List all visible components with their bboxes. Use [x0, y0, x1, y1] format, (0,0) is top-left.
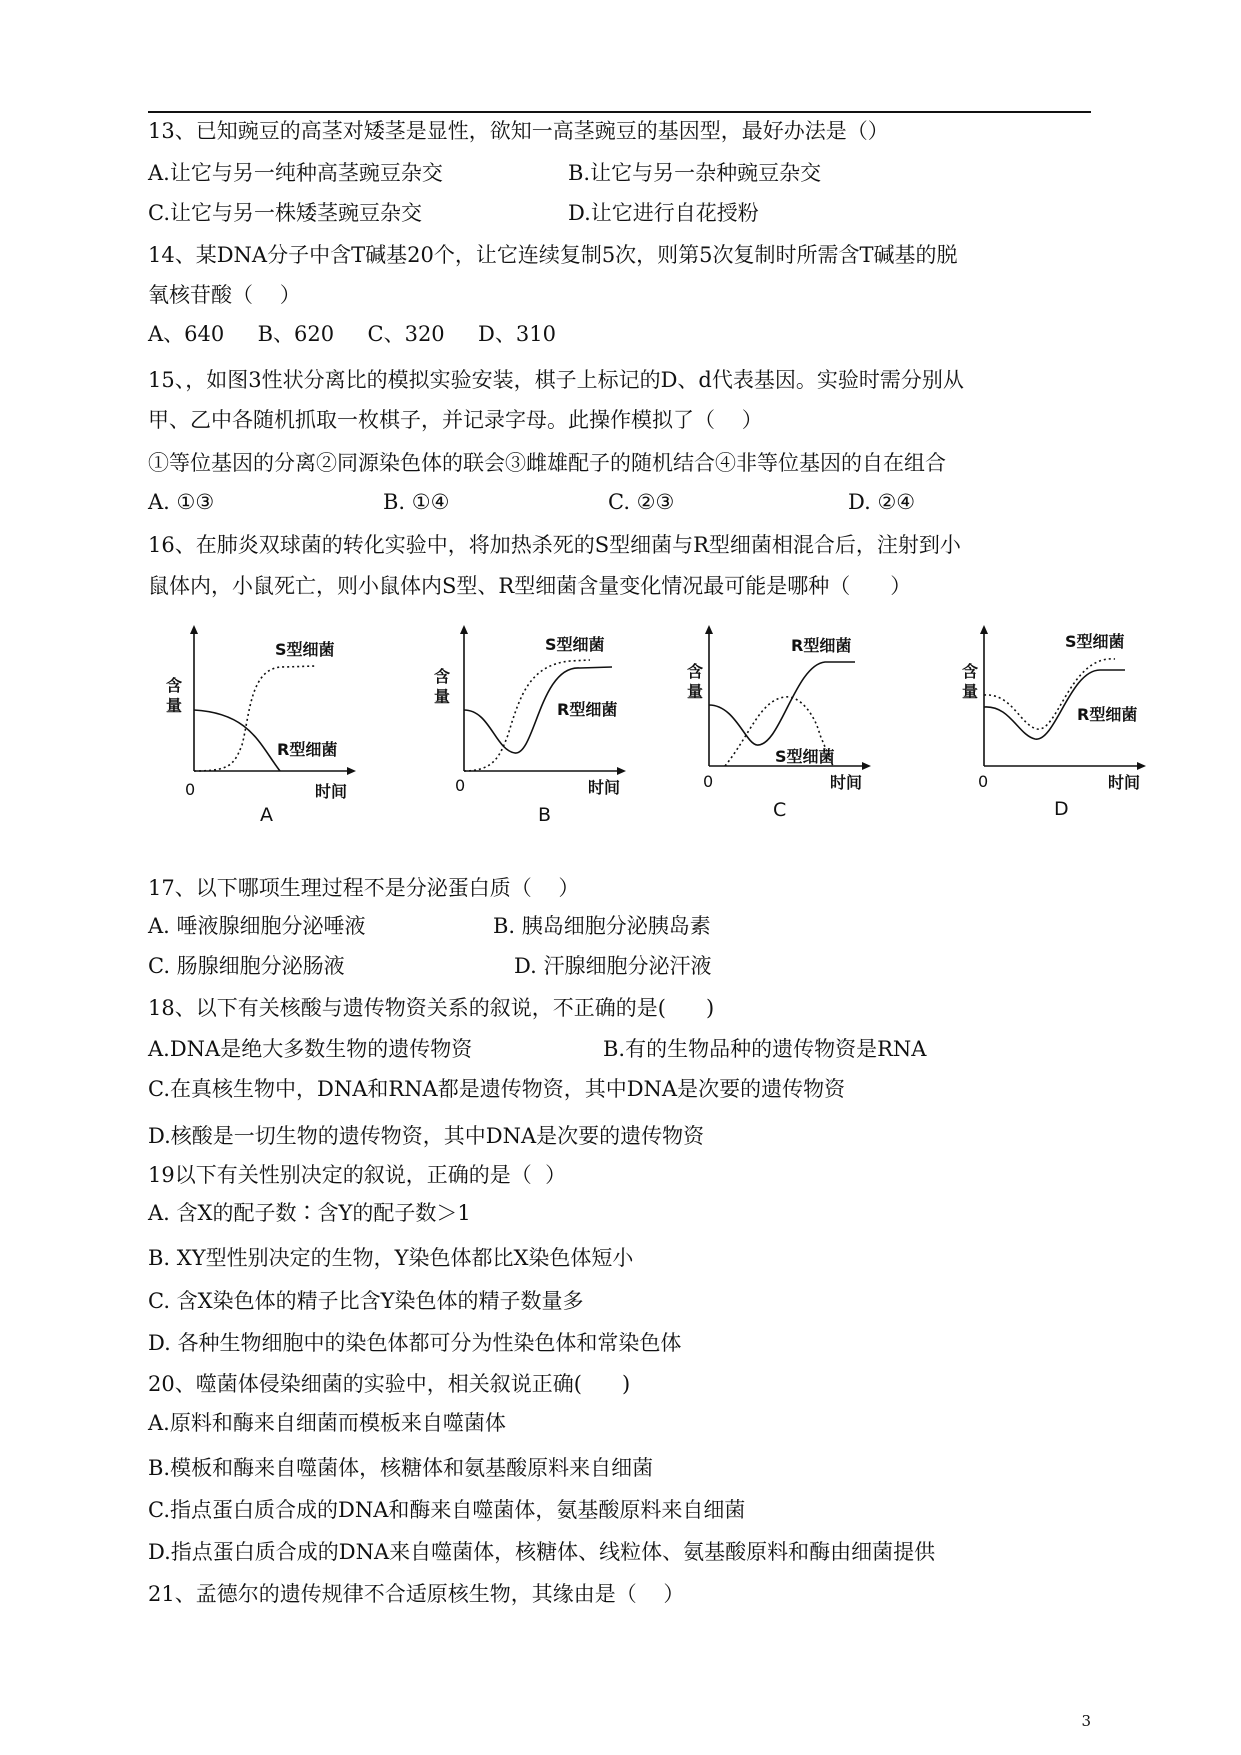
q15-stem-2: 甲、乙中各随机抓取一枚棋子，并记录字母。此操作模拟了（ ）: [148, 408, 763, 432]
q20-option-d: D.指点蛋白质合成的DNA来自噬菌体，核糖体、线粒体、氨基酸原料和酶由细菌提供: [148, 1540, 936, 1564]
q18-stem: 18、以下有关核酸与遗传物资关系的叙说，不正确的是( ): [148, 996, 715, 1020]
q18-option-c: C.在真核生物中，DNA和RNA都是遗传物资，其中DNA是次要的遗传物资: [148, 1077, 846, 1101]
graph-b-origin: 0: [455, 776, 466, 795]
q15-option-b: B. ①④: [383, 490, 450, 514]
q19-option-a: A. 含X的配子数∶含Y的配子数＞1: [148, 1201, 471, 1225]
graph-d-ylabel: [962, 662, 984, 701]
graph-c-xlabel: 时间: [830, 773, 863, 792]
q15-option-c: C. ②③: [608, 490, 675, 514]
q15-option-d: D. ②④: [848, 490, 916, 514]
graph-d-origin: 0: [978, 772, 989, 791]
graph-a-s-label: S型细菌: [275, 640, 335, 659]
q14-options: A、640 B、620 C、320 D、310: [148, 322, 556, 346]
graph-a-xlabel: 时间: [315, 782, 348, 801]
q13-option-c: C.让它与另一株矮茎豌豆杂交: [148, 201, 422, 225]
graph-c-r-label: R型细菌: [791, 636, 852, 655]
q18-option-a: A.DNA是绝大多数生物的遗传物资: [148, 1037, 473, 1061]
q16-stem-1: 16、在肺炎双球菌的转化实验中，将加热杀死的S型细菌与R型细菌相混合后，注射到小: [148, 533, 961, 557]
q17-stem: 17、以下哪项生理过程不是分泌蛋白质（ ）: [148, 876, 580, 900]
graph-a-r-label: R型细菌: [277, 740, 338, 759]
graph-b: [420, 625, 640, 829]
header-rule: [148, 111, 1091, 113]
graph-c-caption: C: [773, 799, 787, 821]
q20-option-a: A.原料和酶来自细菌而模板来自噬菌体: [148, 1411, 506, 1435]
q15-items: ①等位基因的分离②同源染色体的联会③雌雄配子的随机结合④非等位基因的自在组合: [148, 451, 946, 475]
graph-b-ylabel: [434, 667, 456, 706]
q13-option-d: D.让它进行自花授粉: [568, 201, 759, 225]
q17-option-b: B. 胰岛细胞分泌胰岛素: [493, 914, 711, 938]
graph-a-ylabel-2: 量: [166, 696, 183, 715]
graph-a-ylabel-1: 含: [166, 676, 183, 695]
graph-d-r-label: R型细菌: [1077, 705, 1138, 724]
graph-c: [665, 625, 885, 829]
page-number: 3: [1081, 1712, 1091, 1730]
graph-b-ylabel-2: 量: [434, 687, 451, 706]
graph-d: [940, 625, 1160, 829]
q14-stem-2: 氧核苷酸（ ）: [148, 283, 301, 307]
q19-option-d: D. 各种生物细胞中的染色体都可分为性染色体和常染色体: [148, 1331, 682, 1355]
graph-c-ylabel-1: 含: [687, 662, 704, 681]
q15-option-a: A. ①③: [148, 490, 215, 514]
q15-stem-1: 15、，如图3性状分离比的模拟实验安装，棋子上标记的D、d代表基因。实验时需分别从: [148, 368, 964, 392]
q17-option-a: A. 唾液腺细胞分泌唾液: [148, 914, 366, 938]
graph-b-xlabel: 时间: [588, 778, 621, 797]
q19-stem: 19以下有关性别决定的叙说，正确的是（ ）: [148, 1163, 567, 1187]
q16-stem-2: 鼠体内，小鼠死亡，则小鼠体内S型、R型细菌含量变化情况最可能是哪种（ ）: [148, 574, 912, 598]
graph-d-ylabel-2: 量: [962, 682, 979, 701]
q18-option-d: D.核酸是一切生物的遗传物资，其中DNA是次要的遗传物资: [148, 1124, 705, 1148]
graph-d-xlabel: 时间: [1108, 773, 1141, 792]
q19-option-c: C. 含X染色体的精子比含Y染色体的精子数量多: [148, 1289, 584, 1313]
graph-d-caption: D: [1054, 798, 1069, 820]
graph-a-origin: 0: [185, 780, 196, 799]
graph-c-origin: 0: [703, 772, 714, 791]
graph-c-ylabel: [687, 662, 709, 701]
graph-b-r-label: R型细菌: [557, 700, 618, 719]
q19-option-b: B. XY型性别决定的生物，Y染色体都比X染色体短小: [148, 1246, 634, 1270]
q20-stem: 20、噬菌体侵染细菌的实验中，相关叙说正确( ): [148, 1372, 631, 1396]
q17-option-c: C. 肠腺细胞分泌肠液: [148, 954, 345, 978]
q21-stem: 21、孟德尔的遗传规律不合适原核生物，其缘由是（ ）: [148, 1582, 685, 1606]
q18-option-b: B.有的生物品种的遗传物资是RNA: [603, 1037, 927, 1061]
q14-stem-1: 14、某DNA分子中含T碱基20个，让它连续复制5次，则第5次复制时所需含T碱基的脱: [148, 243, 958, 267]
graph-d-ylabel-1: 含: [962, 662, 979, 681]
graph-a-ylabel: [166, 676, 188, 715]
q13-stem: 13、已知豌豆的高茎对矮茎是显性，欲知一高茎豌豆的基因型，最好办法是（）: [148, 119, 889, 143]
graph-d-s-label: S型细菌: [1065, 632, 1125, 651]
graph-c-ylabel-2: 量: [687, 682, 704, 701]
q13-option-b: B.让它与另一杂种豌豆杂交: [568, 161, 822, 185]
graph-b-ylabel-1: 含: [434, 667, 451, 686]
q20-option-c: C.指点蛋白质合成的DNA和酶来自噬菌体，氨基酸原料来自细菌: [148, 1498, 746, 1522]
graph-b-caption: B: [538, 804, 552, 826]
graph-c-s-label: S型细菌: [775, 747, 835, 766]
graph-a-caption: A: [260, 804, 273, 826]
q13-option-a: A.让它与另一纯种高茎豌豆杂交: [148, 161, 443, 185]
graph-b-s-label: S型细菌: [545, 635, 605, 654]
graph-a: [150, 625, 370, 829]
q20-option-b: B.模板和酶来自噬菌体，核糖体和氨基酸原料来自细菌: [148, 1456, 654, 1480]
q17-option-d: D. 汗腺细胞分泌汗液: [514, 954, 712, 978]
